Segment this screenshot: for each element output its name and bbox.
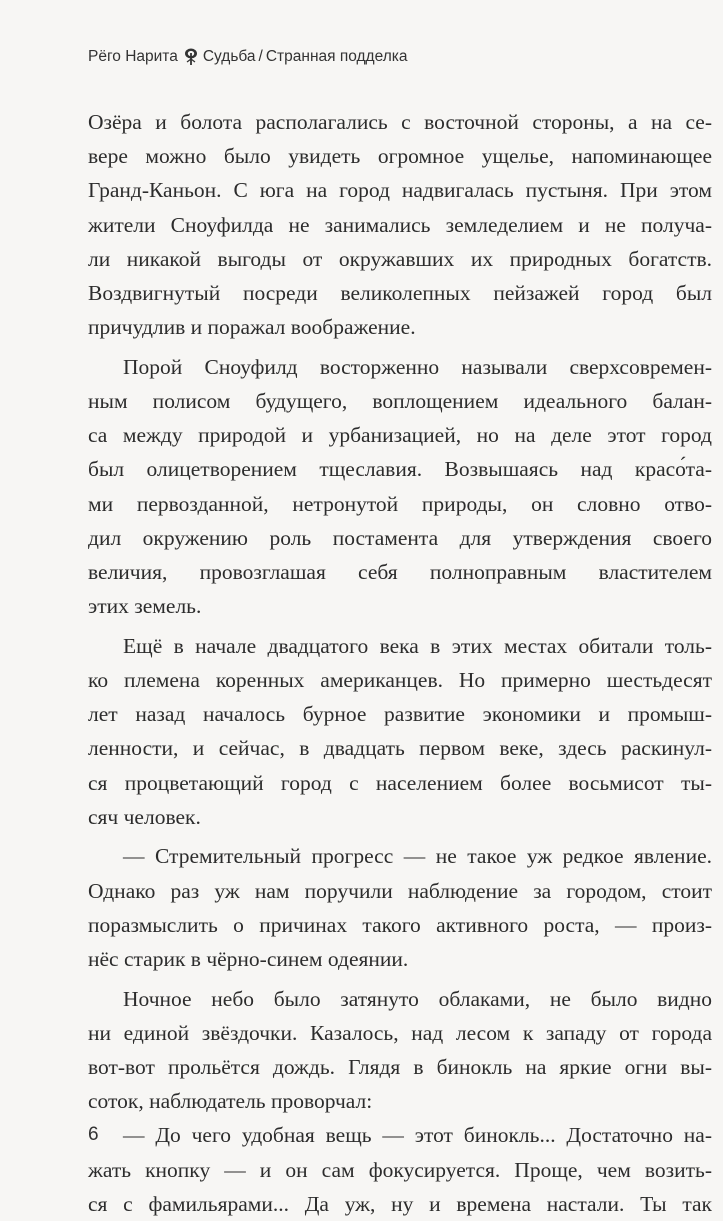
text-line: Ночное небо было затянуто облаками, не было видно xyxy=(123,986,712,1011)
text-line: величия, провозглашая себя полноправным властителем xyxy=(88,559,712,584)
tree-emblem-icon xyxy=(184,48,198,66)
text-line: был олицетворением тщеславия. Возвышаясь над красо́та- xyxy=(88,457,712,482)
text-line: сяч человек. xyxy=(88,804,201,829)
text-line: жать кнопку — и он сам фокусируется. Проще, чем возить- xyxy=(88,1157,712,1182)
text-line: вот-вот прольётся дождь. Глядя в бинокль на яркие огни вы- xyxy=(88,1055,712,1080)
text-line: Озёра и болота располагались с восточной стороны, а на се- xyxy=(88,110,712,134)
text-line: Воздвигнутый посреди великолепных пейзажей город был xyxy=(88,280,712,305)
text-line: ным полисом будущего, воплощением идеального балан- xyxy=(88,389,712,413)
text-line: Однако раз уж нам поручили наблюдение за городом, стоит xyxy=(88,878,712,903)
text-line: ленности, и сейчас, в двадцать первом веке, здесь раскинул- xyxy=(88,736,712,761)
text-line: ся процветающий город с населением более восьмисот ты- xyxy=(88,770,712,795)
text-line: Ещё в начале двадцатого века в этих местах обитали толь- xyxy=(123,633,712,658)
running-header xyxy=(88,48,408,66)
header-title: Судьба xyxy=(202,48,256,65)
text-line: этих земель. xyxy=(88,594,202,619)
text-line: поразмыслить о причинах такого активного роста, — произ- xyxy=(88,912,712,937)
text-line: ся с фамильярами... Да уж, ну и времена настали. Ты так xyxy=(88,1191,712,1216)
text-line: — Стремительный прогресс — не такое уж редкое явление. xyxy=(123,844,712,869)
text-line: причудлив и поражал воображение. xyxy=(88,315,416,340)
text-line: вере можно было увидеть огромное ущелье, напоминающее xyxy=(88,144,712,169)
header-subtitle: Странная подделка xyxy=(265,48,408,65)
text-line: жители Сноуфилда не занимались земледелием и не получа- xyxy=(88,212,712,237)
text-line: — До чего удобная вещь — этот бинокль... Достаточно на- xyxy=(123,1123,712,1148)
text-line: нёс старик в чёрно-синем одеянии. xyxy=(88,947,409,971)
text-line: лет назад началось бурное развитие экономики и промыш- xyxy=(88,702,712,727)
text-line: ми первозданной, нетронутой природы, он словно отво- xyxy=(88,491,712,516)
text-line: соток, наблюдатель проворчал: xyxy=(88,1089,373,1114)
text-line: ко племена коренных американцев. Но примерно шестьдесят xyxy=(88,668,712,692)
text-line: Гранд-Каньон. С юга на город надвигалась пустыня. При этом xyxy=(88,178,712,203)
header-separator: / xyxy=(258,48,263,65)
text-line: ли никакой выгоды от окружавших их природных богатств. xyxy=(88,246,712,271)
text-line: дил окружению роль постамента для утверждения своего xyxy=(88,525,712,550)
text-line: Порой Сноуфилд восторженно называли сверхсовремен- xyxy=(123,354,712,379)
body-text xyxy=(88,105,712,1221)
text-line: са между природой и урбанизацией, но на деле этот город xyxy=(88,423,712,448)
text-line: ни единой звёздочки. Казалось, над лесом к западу от города xyxy=(88,1020,712,1045)
page-number: 6 xyxy=(88,1124,99,1145)
header-author: Рёго Нарита xyxy=(88,48,178,65)
